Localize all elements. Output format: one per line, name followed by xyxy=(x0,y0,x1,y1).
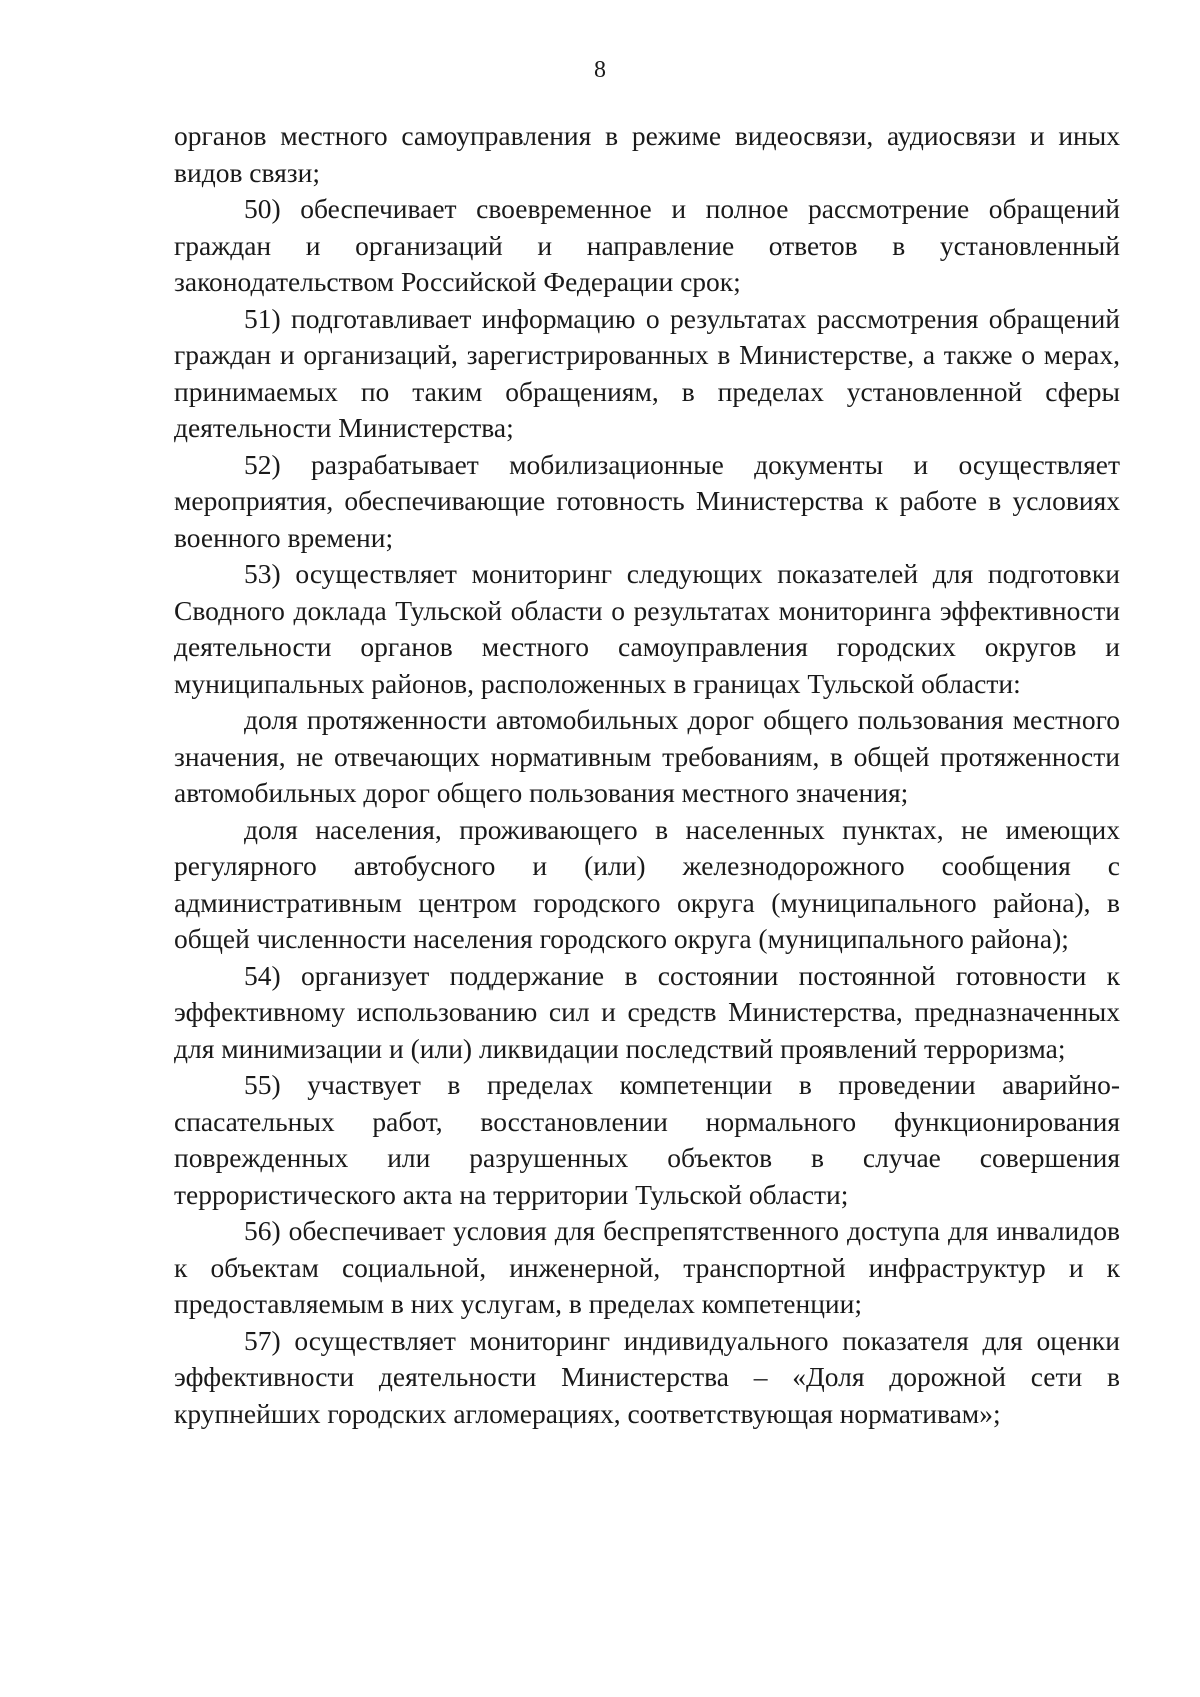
paragraph-item-50: 50) обеспечивает своевременное и полное рассмотрение обращений граждан и организаций и направление ответов в установленный законодательством Российской Федерации срок; xyxy=(174,193,1120,297)
paragraph-item-54: 54) организует поддержание в состоянии постоянной готовности к эффективному использованию сил и средств Министерства, предназначенных для минимизации и (или) ликвидации последствий проявлений терроризма; xyxy=(174,959,1120,1064)
paragraph-indicator-population: доля населения, проживающего в населенных пунктах, не имеющих регулярного автобусного и (или) железнодорожного сообщения с административным центром городского округа (муниципального района), в общей численности населения городского округа (муниципального района); xyxy=(174,813,1120,954)
paragraph-item-57: 57) осуществляет мониторинг индивидуального показателя для оценки эффективности деятельности Министерства – «Доля дорожной сети в крупнейших городских агломерациях, соответствующая нормативам»; xyxy=(174,1324,1120,1429)
document-body xyxy=(174,118,1120,1432)
paragraph-indicator-roads: доля протяженности автомобильных дорог общего пользования местного значения, не отвечающих нормативным требованиям, в общей протяженности автомобильных дорог общего пользования местного значения; xyxy=(174,704,1120,808)
paragraph-item-53: 53) осуществляет мониторинг следующих показателей для подготовки Сводного доклада Тульской области о результатах мониторинга эффективности деятельности органов местного самоуправления городских округов и муниципальных районов, расположенных в границах Тульской области: xyxy=(174,558,1120,699)
paragraph-item-51: 51) подготавливает информацию о результатах рассмотрения обращений граждан и организаций, зарегистрированных в Министерстве, а также о мерах, принимаемых по таким обращениям, в пределах установленной сферы деятельности Министерства; xyxy=(174,302,1120,443)
paragraph-item-52: 52) разрабатывает мобилизационные документы и осуществляет мероприятия, обеспечивающие готовность Министерства к работе в условиях военного времени; xyxy=(174,448,1120,553)
paragraph-continuation: органов местного самоуправления в режиме видеосвязи, аудиосвязи и иных видов связи; xyxy=(174,120,1120,188)
page-number: 8 xyxy=(594,57,606,83)
paragraph-item-55: 55) участвует в пределах компетенции в проведении аварийно-спасательных работ, восстановлении нормального функционирования поврежденных или разрушенных объектов в случае совершения террористического акта на территории Тульской области; xyxy=(174,1069,1120,1210)
paragraph-item-56: 56) обеспечивает условия для беспрепятственного доступа для инвалидов к объектам социальной, инженерной, транспортной инфраструктур и к предоставляемым в них услугам, в пределах компетенции; xyxy=(174,1215,1120,1319)
